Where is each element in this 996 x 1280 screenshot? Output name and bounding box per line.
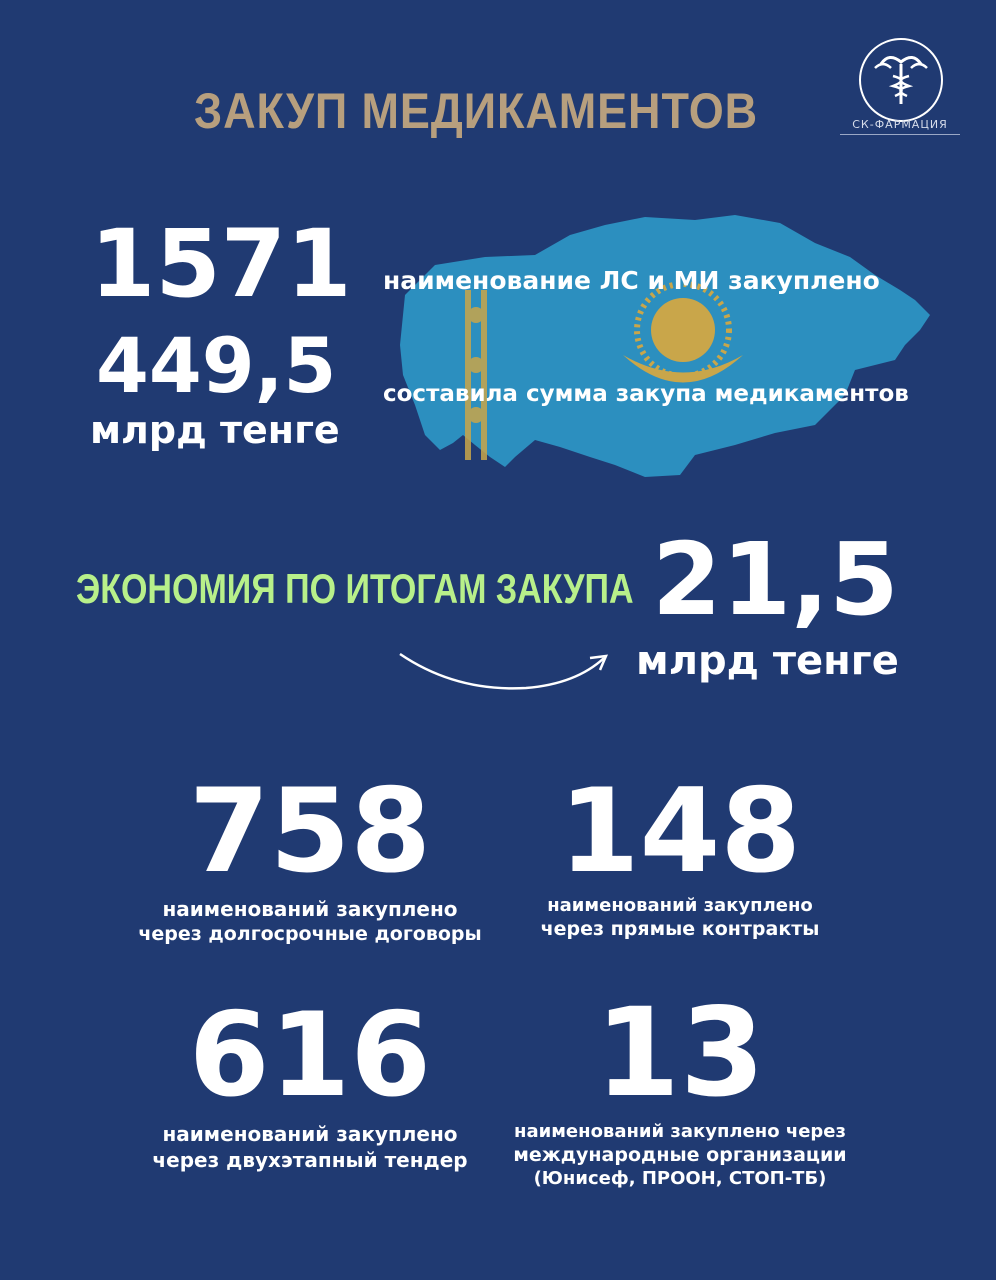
stat-label-line: через долгосрочные договоры [138,923,482,945]
logo-divider [840,134,960,135]
amount-label: составила сумма закупа медикаментов [383,381,909,407]
amount-unit: млрд тенге [90,408,340,452]
logo-text: СК-ФАРМАЦИЯ [852,118,948,131]
savings-value: 21,5 [652,521,899,638]
stat-label-line: наименований закуплено [162,897,458,921]
stat-direct-label [480,894,880,942]
page-title: ЗАКУП МЕДИКАМЕНТОВ [193,83,759,139]
stat-label-line: через двухэтапный тендер [152,1148,468,1172]
stat-long-term-value: 758 [188,764,432,899]
stat-label-line: наименований закуплено через [514,1121,846,1142]
stat-tender-label [110,1121,510,1173]
stat-label-line: (Юнисеф, ПРООН, СТОП-ТБ) [533,1168,827,1190]
stat-direct-value: 148 [558,764,802,899]
items-count: 1571 [90,210,352,319]
savings-label: ЭКОНОМИЯ ПО ИТОГАМ ЗАКУПА [76,565,634,612]
stat-label-line: международные организации [513,1144,847,1167]
kazakhstan-map [395,195,940,485]
items-label: наименование ЛС и МИ закуплено [383,266,880,295]
savings-unit: млрд тенге [636,638,899,684]
stat-international-label [480,1120,880,1190]
sk-pharmacy-logo [859,38,943,122]
stat-international-value: 13 [595,982,765,1124]
stat-tender-value: 616 [188,988,432,1123]
amount-value: 449,5 [96,321,337,410]
stat-label-line: наименований закуплено [547,895,813,916]
curved-arrow-icon [396,648,612,696]
stat-label-line: наименований закуплено [162,1122,458,1146]
stat-long-term-label [110,896,510,947]
stat-label-line: через прямые контракты [540,918,820,941]
caduceus-icon [861,40,941,120]
